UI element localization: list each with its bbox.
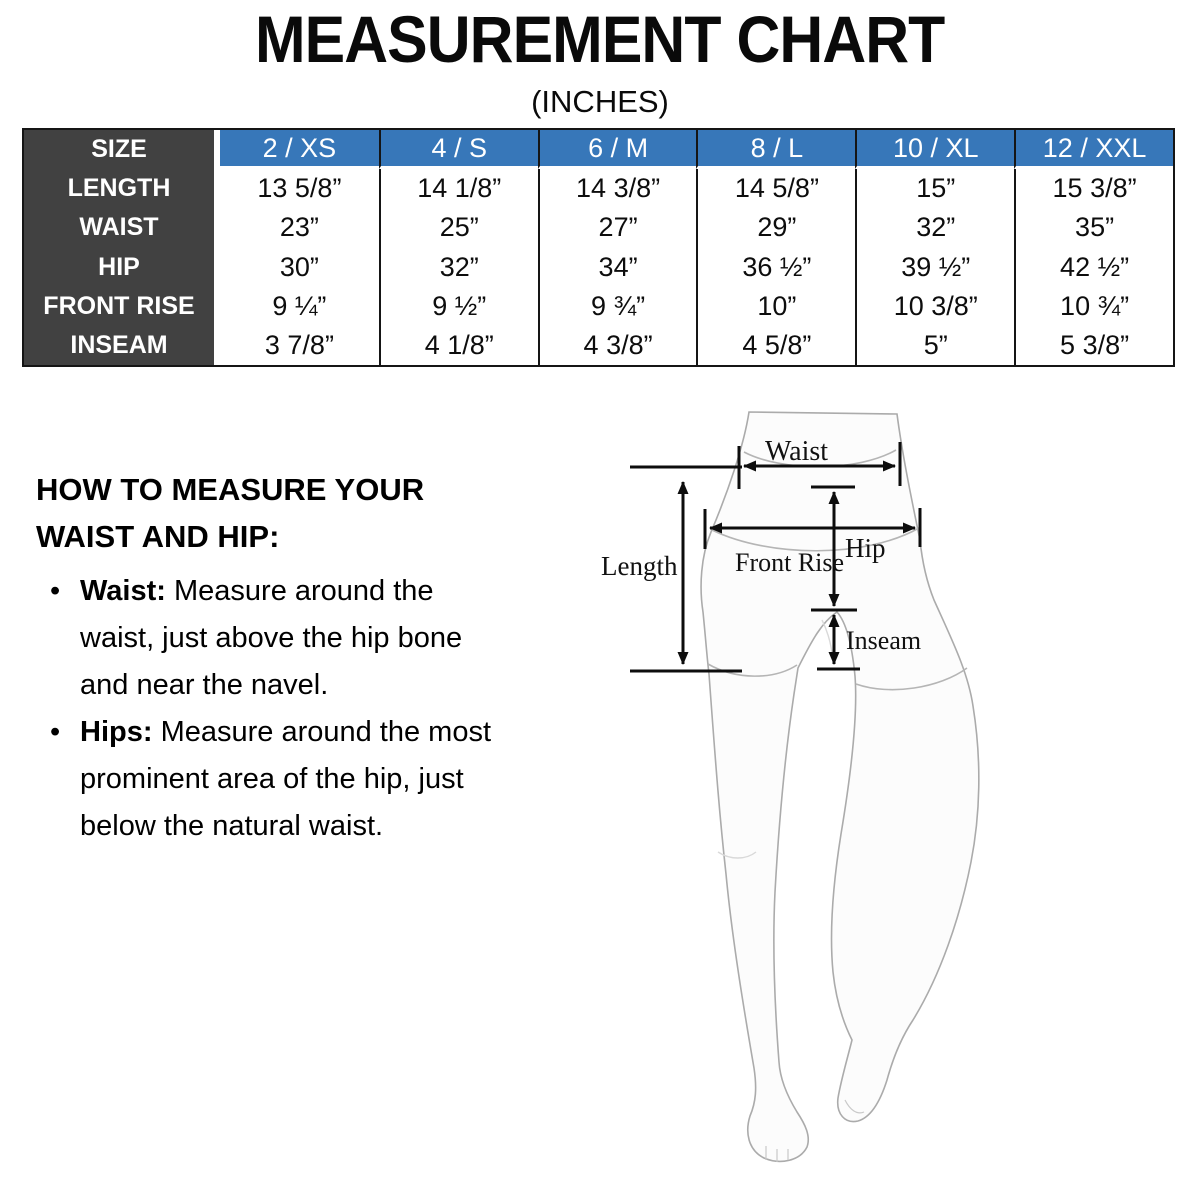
- table-cell: 5 3/8”: [1014, 326, 1173, 365]
- howto-section: [36, 466, 601, 850]
- table-cell: 5”: [855, 326, 1014, 365]
- howto-heading-line2: WAIST AND HIP:: [36, 519, 280, 554]
- hip-label: Hip: [845, 533, 886, 563]
- length-label: Length: [601, 551, 678, 581]
- table-row-label: WAIST: [24, 208, 214, 247]
- table-cell: 15 3/8”: [1014, 169, 1173, 208]
- bullet-dot: •: [50, 575, 61, 607]
- table-cell: 36 ½”: [696, 248, 855, 287]
- table-cell: 39 ½”: [855, 248, 1014, 287]
- list-item-hips: [36, 709, 601, 850]
- bullet-text: Measure around the: [174, 575, 434, 607]
- table-corner-cell: SIZE: [24, 130, 214, 169]
- legs-illustration: [595, 408, 1055, 1200]
- table-cell: 34”: [538, 248, 697, 287]
- table-cell: 3 7/8”: [220, 326, 379, 365]
- bullet-text: waist, just above the hip bone: [80, 622, 463, 654]
- table-row-label: FRONT RISE: [24, 287, 214, 326]
- size-table: [22, 128, 1175, 367]
- body-outline-sketch: [701, 412, 979, 1162]
- howto-heading: [36, 466, 601, 560]
- table-cell: 14 5/8”: [696, 169, 855, 208]
- table-cell: 4 3/8”: [538, 326, 697, 365]
- table-cell: 10 ¾”: [1014, 287, 1173, 326]
- waist-label: Waist: [765, 436, 829, 467]
- page-title: MEASUREMENT CHART: [255, 2, 945, 76]
- table-cell: 23”: [220, 208, 379, 247]
- bullet-lead: Hips:: [80, 716, 153, 748]
- table-cell: 14 3/8”: [538, 169, 697, 208]
- table-cell: 25”: [379, 208, 538, 247]
- table-row-label: INSEAM: [24, 326, 214, 365]
- table-cell: 9 ¾”: [538, 287, 697, 326]
- table-col-header: 8 / L: [696, 130, 855, 169]
- table-col-header: 4 / S: [379, 130, 538, 169]
- table-cell: 13 5/8”: [220, 169, 379, 208]
- bullet-text: and near the navel.: [80, 669, 329, 701]
- list-item-waist: [36, 568, 601, 709]
- table-cell: 42 ½”: [1014, 248, 1173, 287]
- table-col-header: 12 / XXL: [1014, 130, 1173, 169]
- table-cell: 30”: [220, 248, 379, 287]
- table-cell: 32”: [379, 248, 538, 287]
- table-cell: 29”: [696, 208, 855, 247]
- howto-list: [36, 568, 601, 850]
- howto-heading-line1: HOW TO MEASURE YOUR: [36, 472, 425, 507]
- table-col-header: 10 / XL: [855, 130, 1014, 169]
- table-cell: 27”: [538, 208, 697, 247]
- table-cell: 4 1/8”: [379, 326, 538, 365]
- table-row-label: HIP: [24, 248, 214, 287]
- table-col-header: 6 / M: [538, 130, 697, 169]
- bullet-dot: •: [50, 716, 61, 748]
- table-col-header: 2 / XS: [220, 130, 379, 169]
- table-cell: 15”: [855, 169, 1014, 208]
- front-rise-label: Front Rise: [735, 548, 845, 577]
- bullet-text: Measure around the most: [160, 716, 492, 748]
- bullet-text: below the natural waist.: [80, 810, 384, 842]
- table-cell: 14 1/8”: [379, 169, 538, 208]
- table-cell: 10”: [696, 287, 855, 326]
- table-cell: 35”: [1014, 208, 1173, 247]
- units-subtitle: (INCHES): [531, 84, 669, 119]
- bullet-text: prominent area of the hip, just: [80, 763, 464, 795]
- table-cell: 9 ½”: [379, 287, 538, 326]
- table-cell: 10 3/8”: [855, 287, 1014, 326]
- inseam-label: Inseam: [846, 626, 922, 655]
- table-cell: 4 5/8”: [696, 326, 855, 365]
- table-row-label: LENGTH: [24, 169, 214, 208]
- page-title-row: [0, 2, 1200, 76]
- bullet-lead: Waist:: [80, 575, 166, 607]
- table-cell: 32”: [855, 208, 1014, 247]
- table-cell: 9 ¼”: [220, 287, 379, 326]
